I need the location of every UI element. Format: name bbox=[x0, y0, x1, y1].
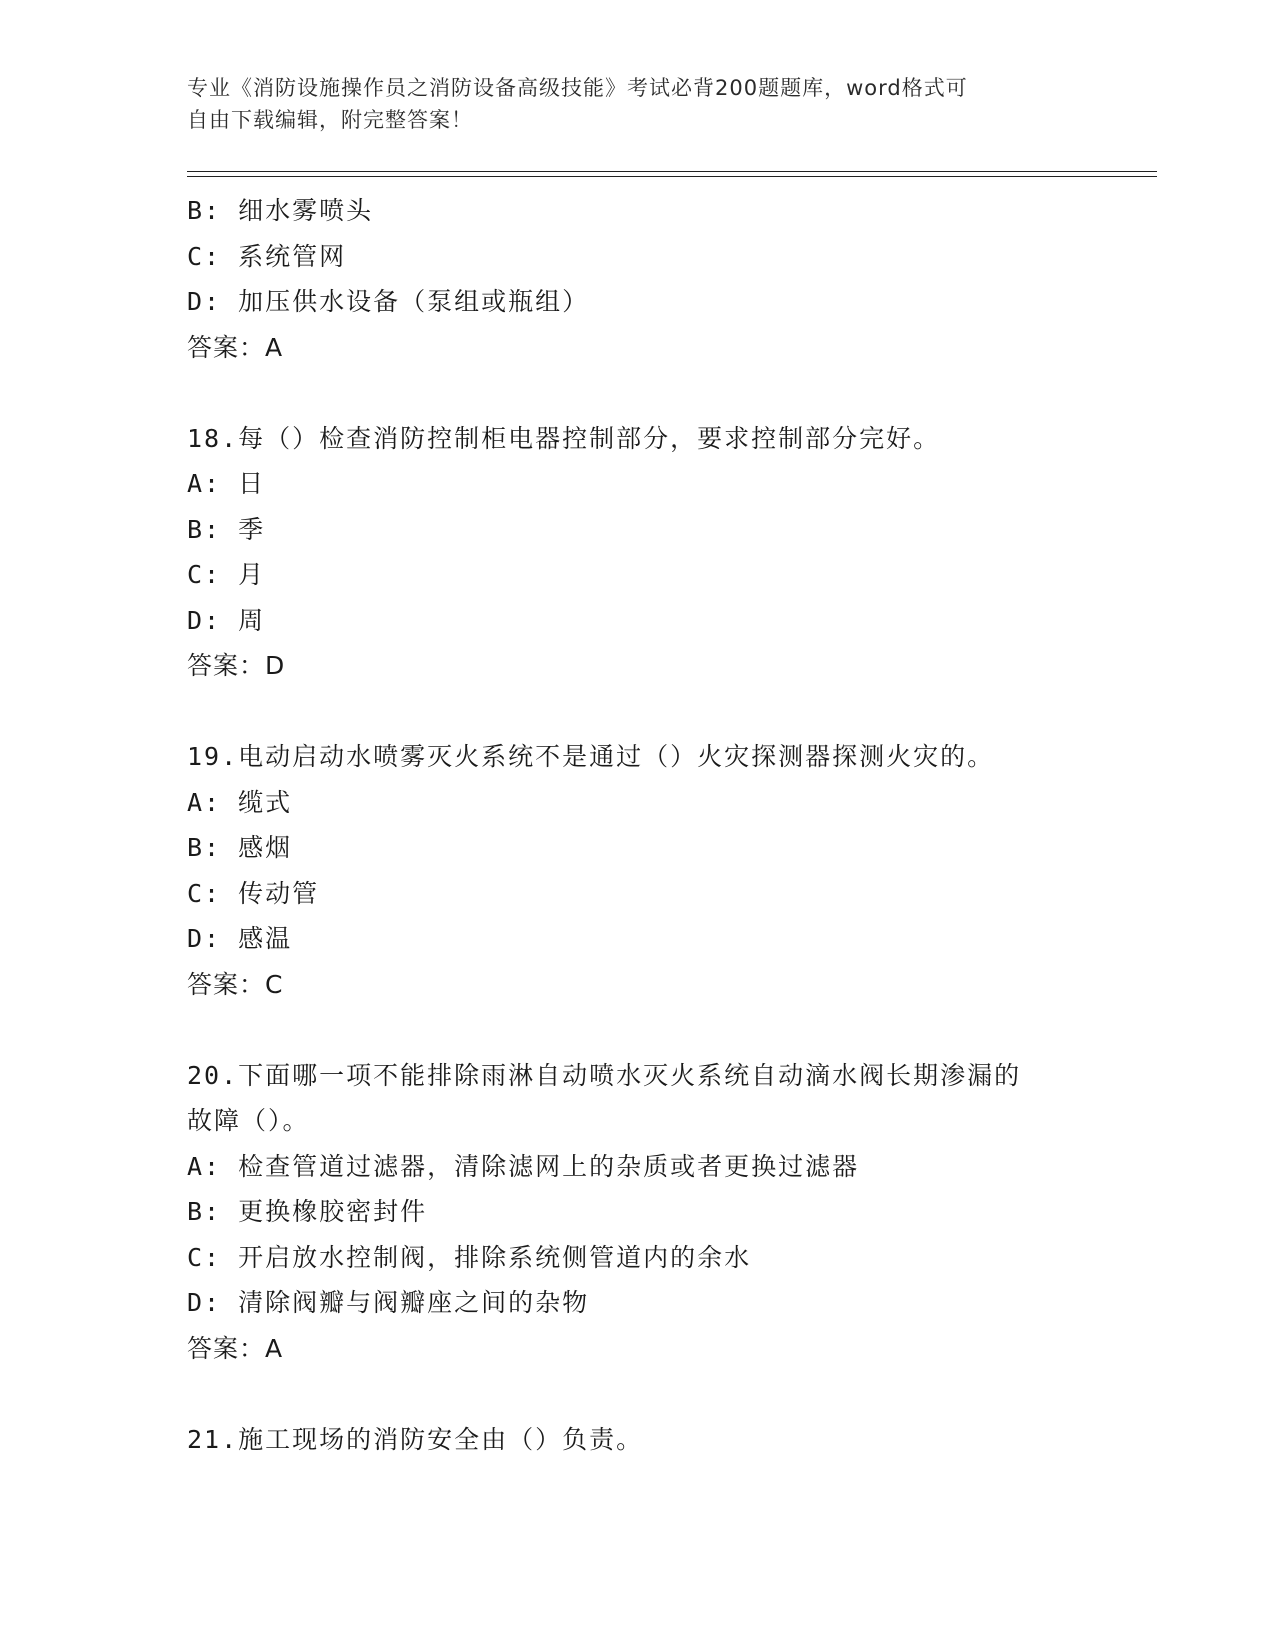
option-c: C: 月 bbox=[187, 560, 266, 589]
option-b: B: 细水雾喷头 bbox=[187, 196, 374, 225]
option-d: D: 清除阀瓣与阀瓣座之间的杂物 bbox=[187, 1288, 590, 1317]
question-21 bbox=[187, 1417, 1087, 1463]
option-c: C: 开启放水控制阀，排除系统侧管道内的余水 bbox=[187, 1242, 752, 1272]
option-c: C: 传动管 bbox=[187, 878, 320, 908]
option-d: D: 加压供水设备（泵组或瓶组） bbox=[187, 287, 590, 316]
answer: 答案：A bbox=[187, 1333, 284, 1363]
question-text: 18.每（）检查消防控制柜电器控制部分，要求控制部分完好。 bbox=[187, 423, 941, 453]
document-header bbox=[187, 72, 1067, 136]
question-text: 21.施工现场的消防安全由（）负责。 bbox=[187, 1424, 644, 1454]
header-rule-top bbox=[187, 171, 1157, 172]
option-b: B: 更换橡胶密封件 bbox=[187, 1197, 428, 1226]
question-text-line-2: 故障（）。 bbox=[187, 1106, 310, 1135]
header-rule-bottom bbox=[187, 176, 1157, 177]
answer: 答案：C bbox=[187, 969, 284, 999]
option-a: A: 检查管道过滤器，清除滤网上的杂质或者更换过滤器 bbox=[187, 1151, 860, 1181]
header-line-2: 自由下载编辑，附完整答案！ bbox=[187, 108, 473, 132]
option-a: A: 日 bbox=[187, 469, 266, 498]
option-c: C: 系统管网 bbox=[187, 241, 347, 271]
question-continued bbox=[187, 188, 1087, 370]
option-b: B: 季 bbox=[187, 514, 266, 544]
answer: 答案：A bbox=[187, 332, 284, 362]
option-d: D: 感温 bbox=[187, 924, 293, 953]
question-20 bbox=[187, 1053, 1087, 1372]
header-line-1: 专业《消防设施操作员之消防设备高级技能》考试必背200题题库，word格式可 bbox=[187, 76, 968, 100]
option-b: B: 感烟 bbox=[187, 833, 293, 862]
question-list bbox=[187, 188, 1087, 1462]
question-text-line-1: 20.下面哪一项不能排除雨淋自动喷水灭火系统自动滴水阀长期渗漏的 bbox=[187, 1060, 1022, 1090]
question-19 bbox=[187, 734, 1087, 1007]
answer: 答案：D bbox=[187, 651, 286, 680]
question-18 bbox=[187, 416, 1087, 689]
option-d: D: 周 bbox=[187, 605, 266, 635]
option-a: A: 缆式 bbox=[187, 787, 293, 817]
question-text: 19.电动启动水喷雾灭火系统不是通过（）火灾探测器探测火灾的。 bbox=[187, 742, 995, 771]
